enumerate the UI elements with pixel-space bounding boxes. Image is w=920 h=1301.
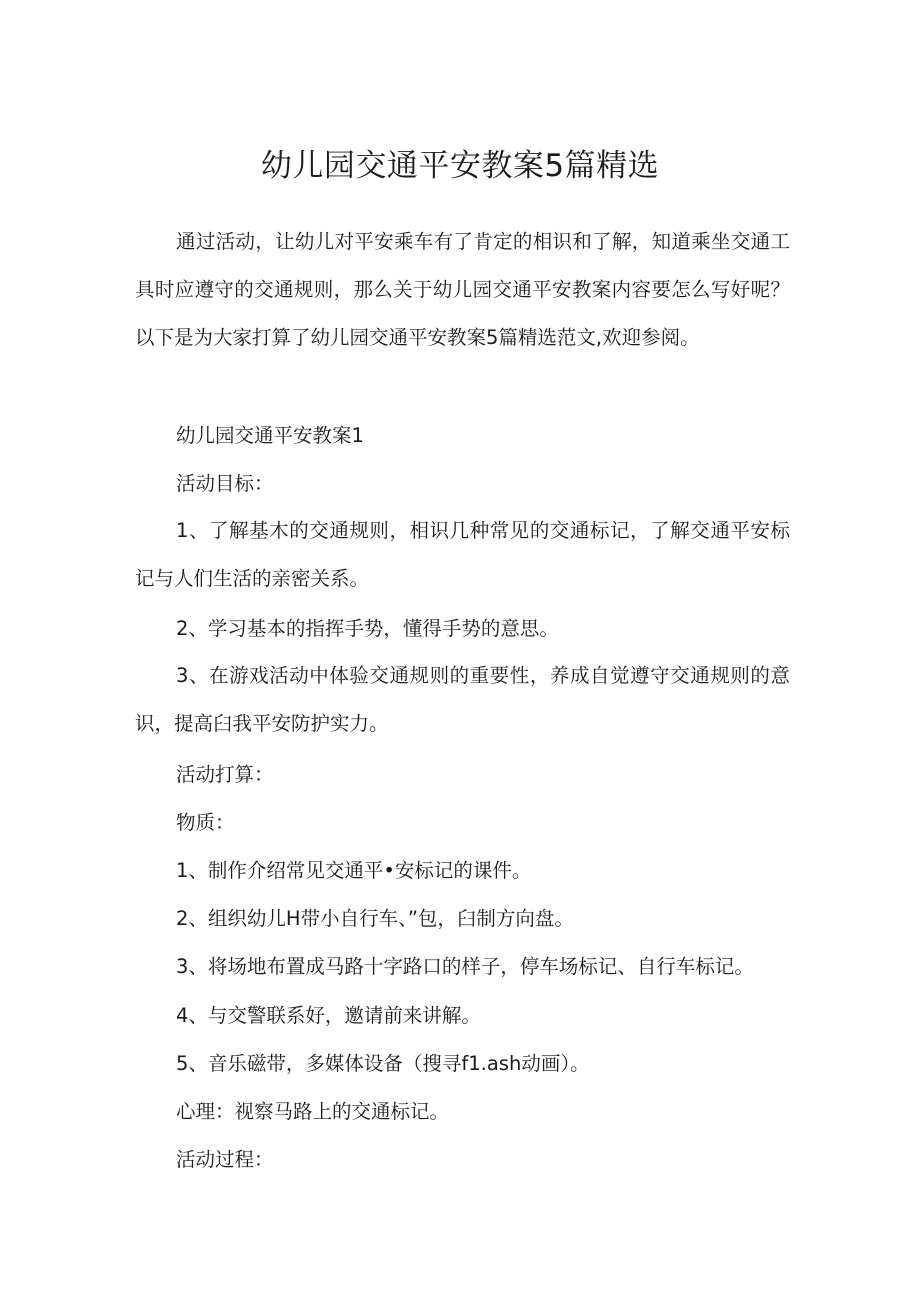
goal-item-1: 1、了解基木的交通规则，相识几种常见的交通标记，了解交通平安标记与人们生活的亲密关系。 — [135, 519, 790, 590]
document-title: 幼儿园交通平安教案5篇精选 — [260, 148, 660, 184]
materials-heading: 物质： — [176, 811, 235, 834]
section-heading: 幼儿园交通平安教案1 — [176, 424, 364, 447]
material-item-2: 2、组织幼儿H带小自行车、”包，臼制方向盘。 — [176, 907, 574, 930]
goals-heading: 活动目标： — [176, 472, 274, 495]
material-item-4: 4、与交警联系好，邀请前来讲解。 — [176, 1004, 481, 1027]
goal-item-2: 2、学习基本的指挥手势，懂得手势的意思。 — [176, 617, 559, 640]
process-heading: 活动过程： — [176, 1148, 274, 1171]
psych-prep: 心理：视察马路上的交通标记。 — [176, 1100, 450, 1123]
material-item-3: 3、将场地布置成马路十字路口的样子，停车场标记、自行车标记。 — [176, 955, 754, 978]
prep-heading: 活动打算： — [176, 763, 274, 786]
goal-item-3: 3、在游戏活动中体验交通规则的重要性，养成自觉遵守交通规则的意识，提高臼我平安防护实力。 — [135, 664, 790, 735]
intro-paragraph: 通过活动，让幼儿对平安乘车有了肯定的相识和了解，知道乘坐交通工具时应遵守的交通规则，那么关于幼儿园交通平安教案内容要怎么写好呢？以下是为大家打算了幼儿园交通平安教案5篇精选范文,欢迎参阅。 — [135, 230, 790, 349]
material-item-5: 5、音乐磁带，多媒体设备（搜寻f1.ash动画）。 — [176, 1052, 590, 1075]
material-item-1: 1、制作介绍常见交通平•安标记的课件。 — [176, 859, 532, 882]
